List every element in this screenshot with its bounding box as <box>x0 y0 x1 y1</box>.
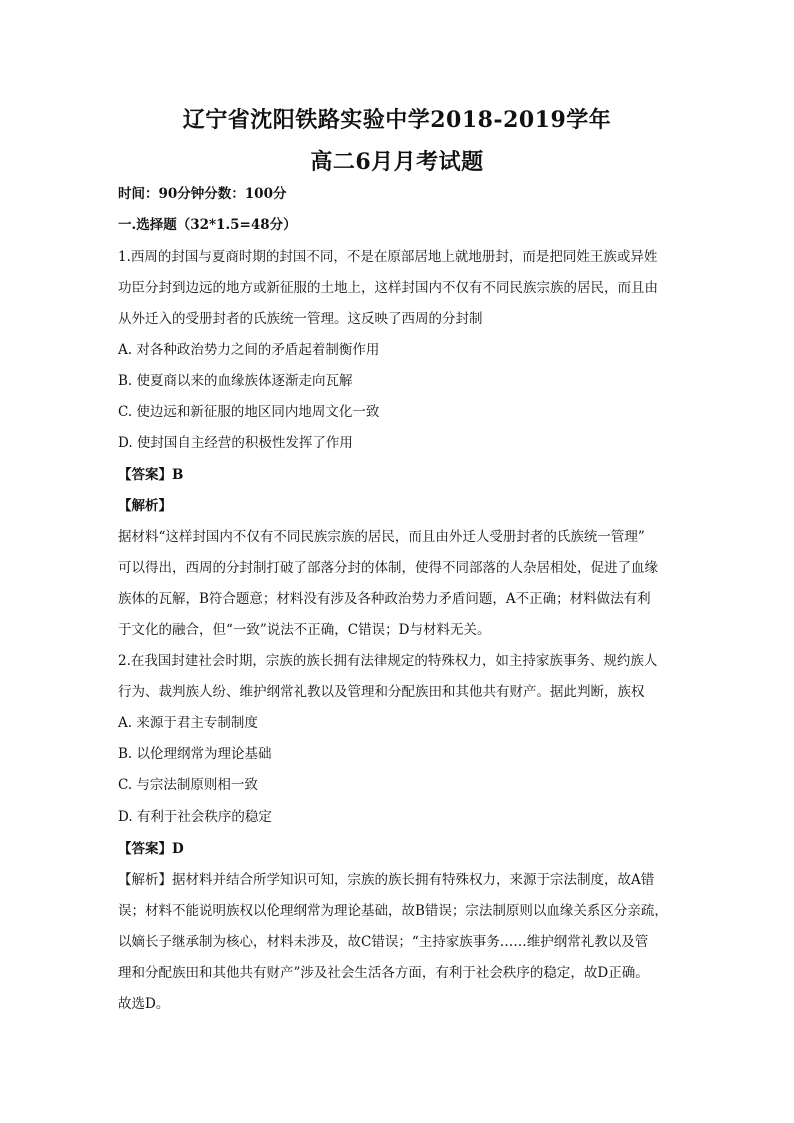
q1-analysis-line-3: 族体的瓦解，B符合题意；材料没有涉及各种政治势力矛盾问题，A不正确；材料做法有利 <box>118 591 651 607</box>
q1-option-b: B. 使夏商以来的血缘族体逐渐走向瓦解 <box>118 373 353 389</box>
q1-analysis-line-1: 据材料“这样封国内不仅有不同民族宗族的居民，而且由外迁人受册封者的氏族统一管理” <box>118 529 645 545</box>
q2-stem-line-1: 2.在我国封建社会时期，宗族的族长拥有法律规定的特殊权力，如主持家族事务、规约族人 <box>118 653 658 669</box>
q2-option-c: C. 与宗法制原则相一致 <box>118 777 258 793</box>
q2-stem-line-2: 行为、裁判族人纷、维护纲常礼教以及管理和分配族田和其他共有财产。据此判断，族权 <box>118 684 645 700</box>
q2-analysis-line-5: 故选D。 <box>118 996 170 1012</box>
q1-analysis-line-2: 可以得出，西周的分封制打破了部落分封的体制，使得不同部落的人杂居相处，促进了血缘 <box>118 560 658 576</box>
q1-answer: 【答案】B <box>118 467 184 483</box>
exam-title: 辽宁省沈阳铁路实验中学2018-2019学年 <box>182 107 612 133</box>
q1-analysis-line-4: 于文化的融合，但“一致”说法不正确，C错误；D与材料无关。 <box>118 622 491 638</box>
exam-meta: 时间：90分钟分数：100分 <box>118 186 287 202</box>
q2-analysis-line-3: 以嫡长子继承制为核心，材料未涉及，故C错误；“主持家族事务……维护纲常礼教以及管 <box>118 934 649 950</box>
q2-option-a: A. 来源于君主专制制度 <box>118 715 258 731</box>
q1-stem-line-1: 1.西周的封国与夏商时期的封国不同，不是在原部居地上就地册封，而是把同姓王族或异姓 <box>118 249 658 265</box>
q2-option-b: B. 以伦理纲常为理论基础 <box>118 746 272 762</box>
q1-option-d: D. 使封国自主经营的积极性发挥了作用 <box>118 435 353 451</box>
q2-option-d: D. 有利于社会秩序的稳定 <box>118 809 272 825</box>
q1-analysis-label: 【解析】 <box>118 498 172 514</box>
q2-analysis-line-2: 误；材料不能说明族权以伦理纲常为理论基础，故B错误；宗法制原则以血缘关系区分亲疏， <box>118 903 668 919</box>
q1-stem-line-3: 从外迁入的受册封者的氏族统一管理。这反映了西周的分封制 <box>118 311 483 327</box>
q1-stem-line-2: 功臣分封到边远的地方或新征服的土地上，这样封国内不仅有不同民族宗族的居民，而且由 <box>118 280 658 296</box>
q2-analysis-line-4: 理和分配族田和其他共有财产”涉及社会生活各方面，有利于社会秩序的稳定，故D正确。 <box>118 965 649 981</box>
q1-option-c: C. 使边远和新征服的地区同内地周文化一致 <box>118 404 380 420</box>
section-heading: 一.选择题（32*1.5=48分） <box>118 217 297 233</box>
q1-option-a: A. 对各种政治势力之间的矛盾起着制衡作用 <box>118 342 380 358</box>
exam-subtitle: 高二6月月考试题 <box>310 149 484 175</box>
q2-analysis-line-1: 【解析】据材料并结合所学知识可知，宗族的族长拥有特殊权力，来源于宗法制度，故A错 <box>118 872 655 888</box>
q2-answer: 【答案】D <box>118 841 184 857</box>
